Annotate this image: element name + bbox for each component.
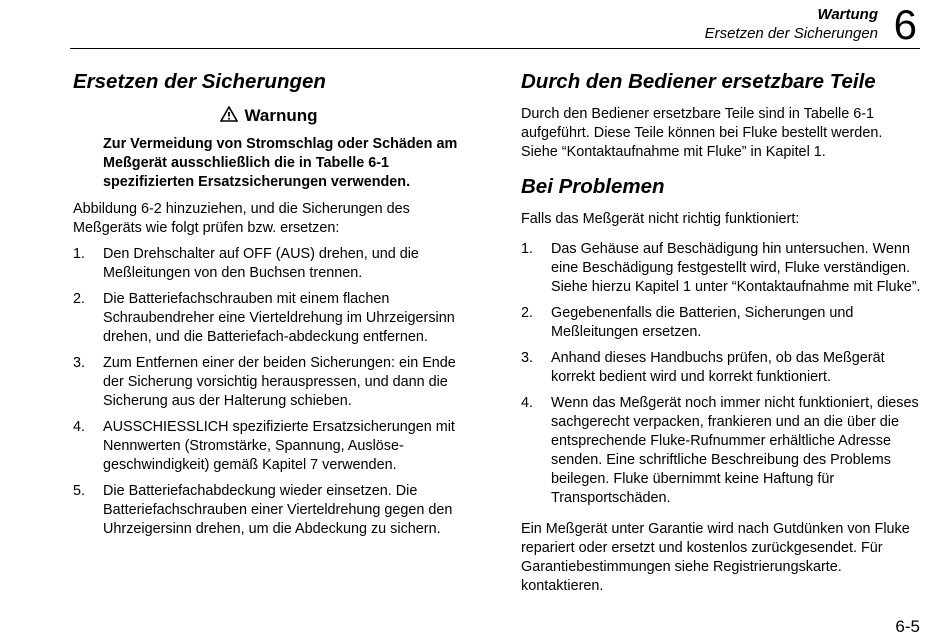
- list-item: 3. Anhand dieses Handbuchs prüfen, ob das Meßgerät korrekt bedient wird und korrekt funktioniert.: [521, 350, 885, 385]
- warning-heading: [73, 105, 465, 127]
- warning-text: Zur Vermeidung von Stromschlag oder Schäden am Meßgerät ausschließlich die in Tabelle 6-1 spezifizierten Ersatzsicherungen verwenden.: [103, 136, 458, 190]
- list-item: 1. Den Drehschalter auf OFF (AUS) drehen, und die Meßleitungen von den Buchsen trennen.: [73, 246, 419, 281]
- fuse-steps-list: [73, 245, 465, 539]
- section-title-parts: Durch den Bediener ersetzbare Teile: [521, 70, 876, 93]
- chapter-number: 6: [893, 1, 917, 48]
- parts-text: Durch den Bediener ersetzbare Teile sind in Tabelle 6-1 aufgeführt. Diese Teile können bei Fluke bestellt werden. Siehe “Kontaktaufnahme mit Fluke” in Kapitel 1.: [521, 106, 883, 160]
- right-column: [521, 69, 921, 603]
- header-rule: [70, 48, 920, 49]
- warning-label: Warnung: [244, 106, 318, 125]
- list-item: 4. Wenn das Meßgerät noch immer nicht funktioniert, dieses sachgerecht verpacken, frankieren und an die über die entsprechende Fluke-Rufnummer erhältliche Adresse senden. Eine schriftliche Beschreibung des Problems beilegen. Fluke übernimmt keine Haftung für Transportschäden.: [521, 395, 919, 506]
- warranty-text: Ein Meßgerät unter Garantie wird nach Gutdünken von Fluke repariert oder ersetzt und kostenlos zurückgesendet. Für Garantiebestimmungen siehe Registrierungskarte. kontaktieren.: [521, 521, 910, 594]
- intro-text: Abbildung 6-2 hinzuziehen, und die Sicherungen des Meßgeräts wie folgt prüfen bzw. ersetzen:: [73, 201, 410, 236]
- list-item: 1. Das Gehäuse auf Beschädigung hin untersuchen. Wenn eine Beschädigung festgestellt wird, Fluke verständigen. Siehe hierzu Kapitel 1 unter “Kontaktaufnahme mit Fluke”.: [521, 241, 921, 295]
- header-subtitle: Ersetzen der Sicherungen: [704, 25, 878, 42]
- list-item: 2. Die Batteriefachschrauben mit einem flachen Schraubendreher eine Vierteldrehung im Uhrzeigersinn drehen, und die Batteriefach-abdeckung entfernen.: [73, 291, 455, 345]
- warning-triangle-icon: [220, 106, 238, 122]
- section-title-problems: Bei Problemen: [521, 175, 665, 198]
- list-item: 2. Gegebenenfalls die Batterien, Sicherungen und Meßleitungen ersetzen.: [521, 305, 854, 340]
- list-item: 4. AUSSCHIESSLICH spezifizierte Ersatzsicherungen mit Nennwerten (Stromstärke, Spannung, Auslöse-geschwindigkeit) gemäß Kapitel 7 verwenden.: [73, 419, 455, 473]
- header-section: Wartung: [817, 6, 878, 23]
- list-item: 3. Zum Entfernen einer der beiden Sicherungen: ein Ende der Sicherung vorsichtig herauspressen, und dann die Sicherung aus der Halterung schieben.: [73, 355, 456, 409]
- problem-steps-list: [521, 240, 921, 508]
- page-number: 6-5: [895, 617, 920, 636]
- problems-intro: Falls das Meßgerät nicht richtig funktioniert:: [521, 211, 800, 227]
- left-column: [73, 69, 465, 546]
- running-header: [705, 5, 878, 43]
- list-item: 5. Die Batteriefachabdeckung wieder einsetzen. Die Batteriefachschrauben einer Vierteldrehung gegen den Uhrzeigersinn drehen, um die Abdeckung zu sichern.: [73, 483, 453, 537]
- section-title-fuses: Ersetzen der Sicherungen: [73, 70, 326, 93]
